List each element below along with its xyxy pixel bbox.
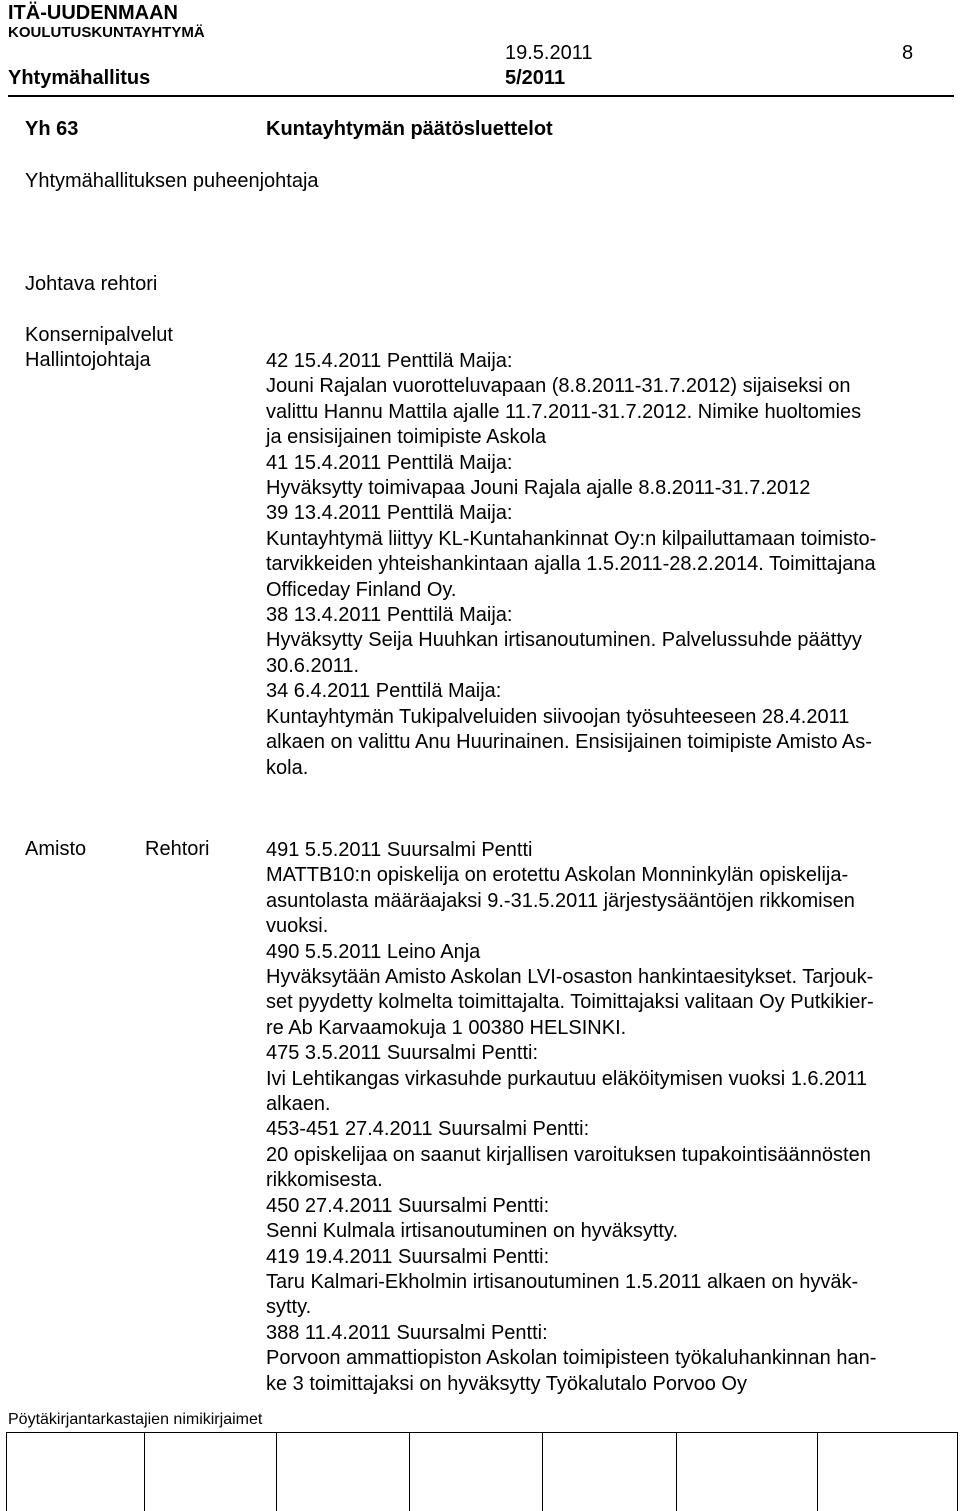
decision-line: 388 11.4.2011 Suursalmi Pentti: (266, 1321, 548, 1344)
decision-line: Senni Kulmala irtisanoutuminen on hyväksytty. (266, 1220, 679, 1243)
decision-line: Porvoon ammattiopiston Askolan toimipisteen työkaluhankinnan han- (266, 1347, 877, 1370)
decision-line: 30.6.2011. (266, 654, 360, 677)
signature-box (817, 1433, 958, 1511)
decision-line: rikkomisesta. (266, 1169, 383, 1192)
decision-line: Kuntayhtymä liittyy KL-Kuntahankinnat Oy:n kilpailuttamaan toimisto- (266, 527, 877, 550)
signature-boxes (6, 1432, 958, 1511)
role-admin-director: Hallintojohtaja (25, 349, 151, 371)
decision-line: ja ensisijainen toimipiste Askola (266, 426, 547, 449)
decision-line: tarvikkeiden yhteishankintaan ajalla 1.5.2011-28.2.2014. Toimittajana (266, 553, 876, 576)
section-number: Yh 63 (25, 118, 79, 140)
signatures-label: Pöytäkirjantarkastajien nimikirjaimet (8, 1411, 263, 1428)
decision-line: Hyväksytty Seija Huuhkan irtisanoutuminen. Palvelussuhde päättyy (266, 629, 862, 652)
decision-line: Officeday Finland Oy. (266, 578, 457, 601)
decision-line: Jouni Rajalan vuorotteluvapaan (8.8.2011-31.7.2012) sijaiseksi on (266, 375, 851, 398)
decision-line: Taru Kalmari-Ekholmin irtisanoutuminen 1.5.2011 alkaen on hyväk- (266, 1270, 859, 1293)
decision-line: 453-451 27.4.2011 Suursalmi Pentti: (266, 1118, 590, 1141)
signature-box (409, 1433, 543, 1511)
meeting-number: 5/2011 (505, 67, 566, 89)
role-rector: Johtava rehtori (25, 273, 158, 295)
signature-box (7, 1433, 145, 1511)
decision-line: Kuntayhtymän Tukipalveluiden siivoojan työsuhteeseen 28.4.2011 (266, 705, 850, 728)
decision-line: 490 5.5.2011 Leino Anja (266, 940, 481, 963)
org-name-line1: ITÄ-UUDENMAAN (8, 2, 178, 24)
decision-line: 42 15.4.2011 Penttilä Maija: (266, 350, 513, 372)
meeting-date: 19.5.2011 (505, 42, 593, 64)
org-name-line2: KOULUTUSKUNTAYHTYMÄ (8, 24, 205, 41)
decision-line: Hyväksytään Amisto Askolan LVI-osaston hankintaesitykset. Tarjouk- (266, 966, 874, 989)
decision-line: 34 6.4.2011 Penttilä Maija: (266, 680, 502, 703)
decision-line: 20 opiskelijaa on saanut kirjallisen varoituksen tupakointisäännösten (266, 1143, 871, 1166)
admin-decisions-list (266, 349, 956, 781)
decision-line: 419 19.4.2011 Suursalmi Pentti: (266, 1245, 550, 1268)
page-number: 8 (902, 42, 914, 64)
decision-line: set pyydetty kolmelta toimittajalta. Toimittajaksi valitaan Oy Putkikier- (266, 991, 874, 1014)
decision-line: MATTB10:n opiskelija on erotettu Askolan Monninkylän opiskelija- (266, 864, 849, 887)
signature-box (276, 1433, 410, 1511)
decision-line: Ivi Lehtikangas virkasuhde purkautuu eläköitymisen vuoksi 1.6.2011 (266, 1067, 868, 1090)
signature-box (676, 1433, 818, 1511)
role-group-services: Konsernipalvelut (25, 324, 173, 346)
decision-line: 475 3.5.2011 Suursalmi Pentti: (266, 1042, 539, 1065)
decision-line: 491 5.5.2011 Suursalmi Pentti (266, 839, 533, 861)
decision-line: vuoksi. (266, 915, 329, 938)
decision-line: 41 15.4.2011 Penttilä Maija: (266, 451, 513, 474)
decision-line: 38 13.4.2011 Penttilä Maija: (266, 604, 513, 627)
decision-line: 39 13.4.2011 Penttilä Maija: (266, 502, 513, 525)
role-chair: Yhtymähallituksen puheenjohtaja (25, 170, 319, 192)
signature-box (542, 1433, 677, 1511)
board-name: Yhtymähallitus (8, 67, 151, 89)
decision-line: asuntolasta määräajaksi 9.-31.5.2011 järjestysääntöjen rikkomisen (266, 889, 855, 912)
decision-line: alkaen. (266, 1093, 331, 1116)
unit-label: Amisto (25, 838, 87, 860)
decision-line: 450 27.4.2011 Suursalmi Pentti: (266, 1194, 550, 1217)
decision-line: valittu Hannu Mattila ajalle 11.7.2011-31.7.2012. Nimike huoltomies (266, 400, 862, 423)
decision-line: Hyväksytty toimivapaa Jouni Rajala ajalle 8.8.2011-31.7.2012 (266, 477, 811, 500)
unit-role-label: Rehtori (145, 838, 210, 860)
header-divider (8, 95, 954, 97)
signature-box (144, 1433, 277, 1511)
decision-line: kola. (266, 756, 309, 779)
decision-line: sytty. (266, 1296, 312, 1319)
amisto-decisions-list (266, 838, 956, 1397)
section-title: Kuntayhtymän päätösluettelot (266, 118, 553, 140)
decision-line: re Ab Karvaamokuja 1 00380 HELSINKI. (266, 1016, 627, 1039)
decision-line: alkaen on valittu Anu Huurinainen. Ensisijainen toimipiste Amisto As- (266, 731, 872, 754)
decision-line: ke 3 toimittajaksi on hyväksytty Työkalutalo Porvoo Oy (266, 1372, 747, 1395)
